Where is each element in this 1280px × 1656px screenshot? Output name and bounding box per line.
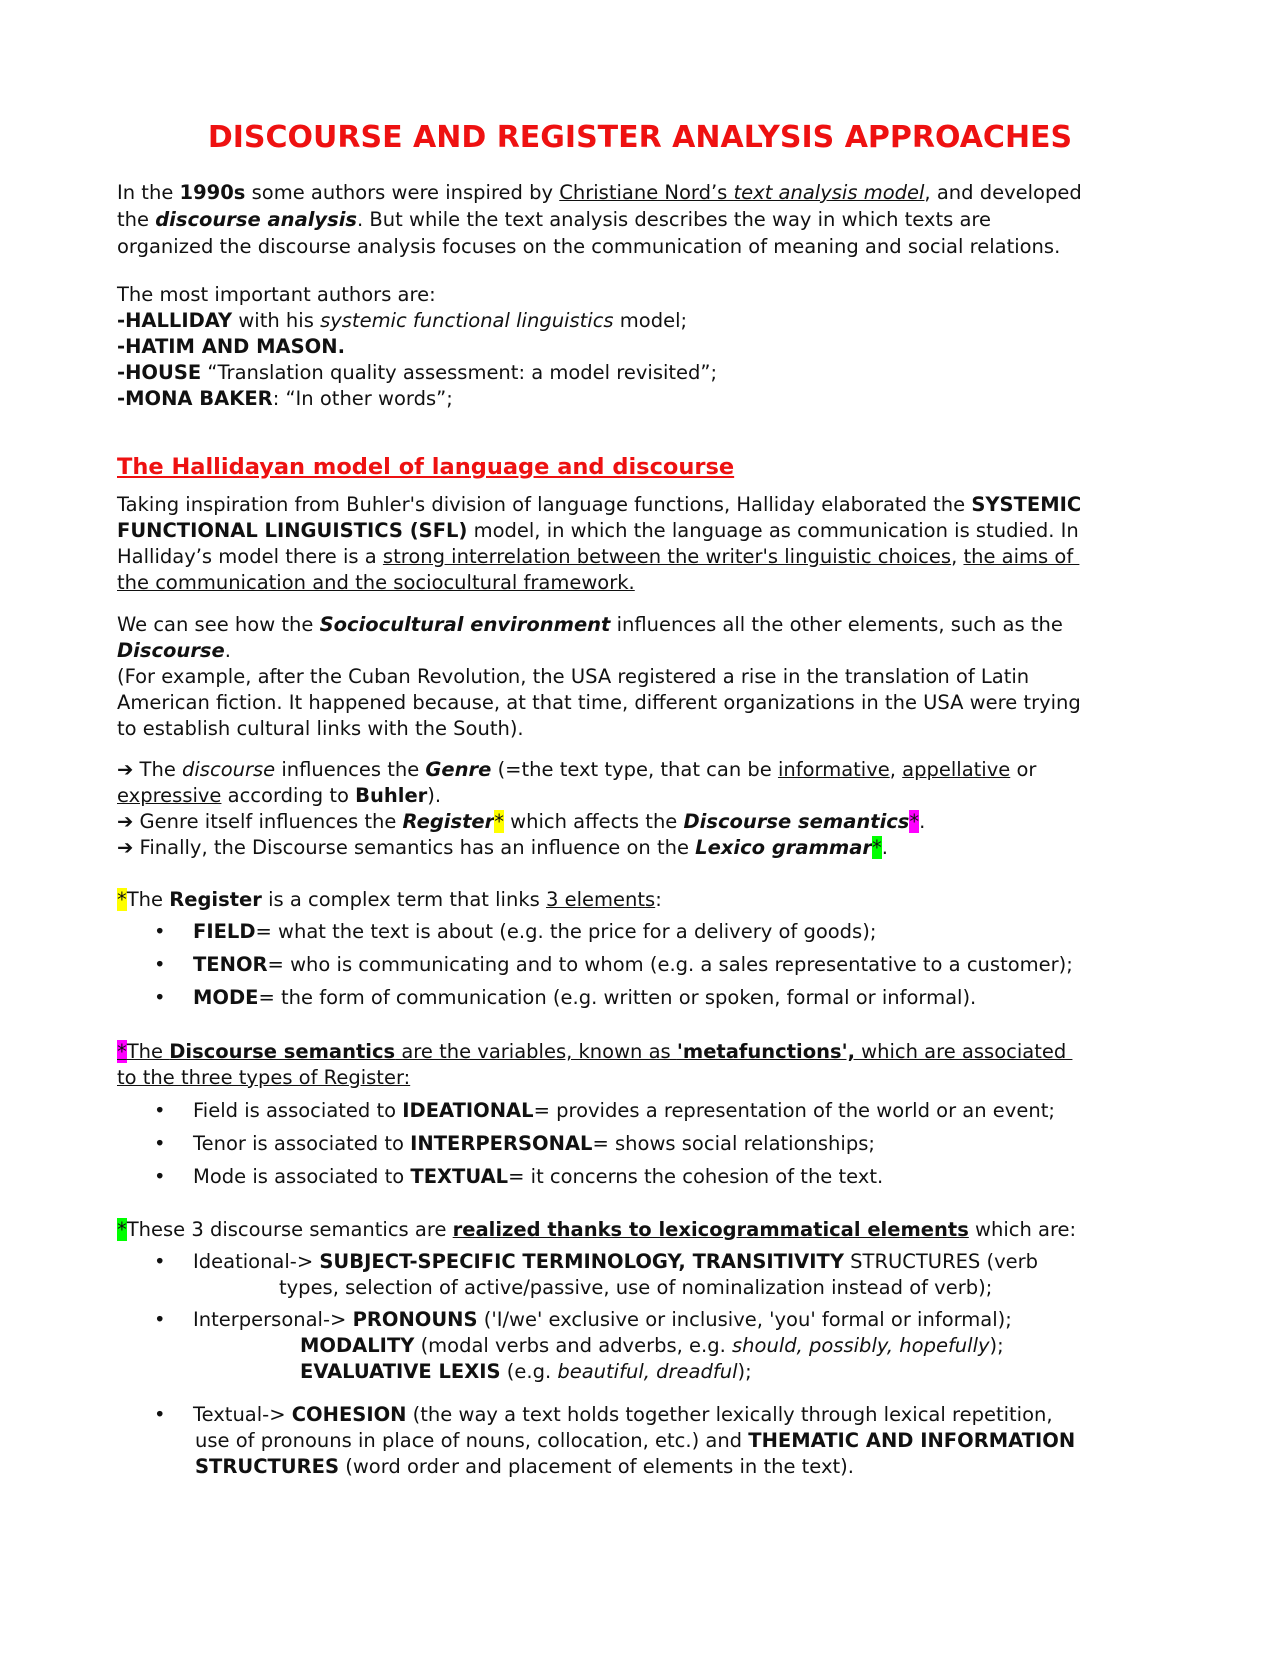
text: PRONOUNS xyxy=(352,1308,478,1331)
text: . xyxy=(224,639,231,662)
p1-line-4: the communication and the sociocultural framework. xyxy=(117,571,635,594)
author-halliday xyxy=(117,311,687,331)
p2-line-5: to establish cultural links with the South). xyxy=(117,717,524,740)
text: “Translation quality assessment: a model revisited”; xyxy=(201,361,718,384)
semantics-mode xyxy=(193,1167,883,1187)
p2-line-4: American fiction. It happened because, at that time, different organizations in the USA were trying xyxy=(117,691,1081,714)
star-green: * xyxy=(117,1218,127,1241)
text: realized thanks to lexicogrammatical elements xyxy=(452,1218,969,1241)
text: ); xyxy=(737,1360,752,1383)
semantics-tenor xyxy=(193,1134,875,1154)
text: should, possibly, hopefully xyxy=(732,1334,990,1357)
text: = it concerns the cohesion of the text. xyxy=(508,1165,884,1188)
text: COHESION xyxy=(291,1403,407,1426)
text: Christiane Nord’s xyxy=(559,181,734,204)
text: ('I/we' exclusive or inclusive, 'you' formal or informal); xyxy=(477,1308,1012,1331)
lexico-evaluative xyxy=(300,1362,752,1382)
text: 1990s xyxy=(179,181,246,204)
section-heading: The Hallidayan model of language and discourse xyxy=(117,454,735,480)
text: STRUCTURES xyxy=(195,1455,340,1478)
text: model; xyxy=(613,309,688,332)
text: Finally, the Discourse semantics has an influence on the xyxy=(133,836,696,859)
text: Discourse semantics xyxy=(683,810,910,833)
lexico-intro xyxy=(117,1220,1076,1240)
text: Register xyxy=(402,810,495,833)
text: (e.g. xyxy=(500,1360,558,1383)
text: Mode is associated to xyxy=(193,1165,411,1188)
text: informative xyxy=(777,758,890,781)
lexico-interpersonal xyxy=(193,1310,1012,1330)
intro-line-1 xyxy=(117,183,1082,203)
text: MODALITY xyxy=(300,1334,415,1357)
text: Genre itself influences the xyxy=(133,810,403,833)
bullet-icon: • xyxy=(154,953,166,976)
text: some authors were inspired by xyxy=(245,181,560,204)
text: SUBJECT-SPECIFIC TERMINOLOGY, TRANSITIVITY xyxy=(319,1250,844,1273)
bullet-icon: • xyxy=(154,1132,166,1155)
text: MODE xyxy=(193,986,259,1009)
text: These 3 discourse semantics are xyxy=(126,1218,453,1241)
text: IDEATIONAL xyxy=(402,1099,534,1122)
star-green: * xyxy=(871,836,882,859)
text: Field is associated to xyxy=(193,1099,403,1122)
text: strong interrelation between the writer's linguistic choices xyxy=(382,545,952,568)
bullet-icon: • xyxy=(154,1308,166,1331)
text: -HOUSE xyxy=(117,361,202,384)
text: according to xyxy=(221,784,356,807)
star-yellow: * xyxy=(494,810,504,833)
text: discourse xyxy=(182,758,276,781)
text: FUNCTIONAL LINGUISTICS (SFL) xyxy=(117,519,468,542)
text: the xyxy=(117,208,156,231)
text: : xyxy=(655,888,662,911)
bullet-icon: • xyxy=(154,1099,166,1122)
text: Genre xyxy=(425,758,492,781)
lexico-textual-cont xyxy=(195,1431,1075,1451)
text: . xyxy=(919,810,926,833)
author-mona-baker xyxy=(117,389,453,409)
p2-line-2 xyxy=(117,641,231,661)
text: is a complex term that links xyxy=(261,888,546,911)
star-magenta: * xyxy=(117,1040,127,1063)
text: 3 elements xyxy=(546,888,656,911)
text: The xyxy=(126,888,170,911)
text: ). xyxy=(427,784,442,807)
lexico-textual xyxy=(193,1405,1053,1425)
p3-line-3 xyxy=(117,812,925,832)
text: Halliday’s model there is a xyxy=(117,545,383,568)
author-hatim-mason xyxy=(117,337,345,357)
text: = who is communicating and to whom (e.g. a sales representative to a customer); xyxy=(267,953,1073,976)
document-title: DISCOURSE AND REGISTER ANALYSIS APPROACHES xyxy=(207,120,1073,155)
text: = shows social relationships; xyxy=(592,1132,875,1155)
text: = what the text is about (e.g. the price for a delivery of goods); xyxy=(255,920,877,943)
text: , and developed xyxy=(924,181,1082,204)
text: (the way a text holds together lexically through lexical repetition, xyxy=(406,1403,1053,1426)
p3-line-4 xyxy=(117,838,888,858)
bullet-icon: • xyxy=(154,986,166,1009)
text: = provides a representation of the world or an event; xyxy=(533,1099,1055,1122)
text: 'metafunctions', xyxy=(676,1040,855,1063)
text: -MONA BAKER xyxy=(117,387,273,410)
register-tenor xyxy=(193,955,1073,975)
text: beautiful, dreadful xyxy=(557,1360,738,1383)
text: TEXTUAL xyxy=(410,1165,509,1188)
text: ); xyxy=(989,1334,1004,1357)
text: INTERPERSONAL xyxy=(410,1132,593,1155)
text: , xyxy=(951,545,964,568)
text: use of pronouns in place of nouns, collocation, etc.) and xyxy=(195,1429,749,1452)
register-mode xyxy=(193,988,976,1008)
lexico-textual-cont-2 xyxy=(195,1457,854,1477)
author-house xyxy=(117,363,717,383)
authors-heading: The most important authors are: xyxy=(117,283,436,306)
text: appellative xyxy=(902,758,1011,781)
star-magenta: * xyxy=(909,810,920,833)
text: (word order and placement of elements in the text). xyxy=(339,1455,854,1478)
text: Sociocultural environment xyxy=(319,613,611,636)
p1-line-3 xyxy=(117,547,1079,567)
text: the aims of xyxy=(963,545,1080,568)
bullet-icon: • xyxy=(154,920,166,943)
text: with his xyxy=(232,309,321,332)
text: Register xyxy=(169,888,262,911)
text: which are: xyxy=(968,1218,1077,1241)
text: (=the text type, that can be xyxy=(491,758,778,781)
intro-line-3: organized the discourse analysis focuses on the communication of meaning and social relations. xyxy=(117,235,1061,258)
text: model, in which the language as communication is studied. In xyxy=(467,519,1079,542)
text: We can see how the xyxy=(117,613,320,636)
semantics-field xyxy=(193,1101,1055,1121)
star-yellow: * xyxy=(117,888,127,911)
p2-line-3: (For example, after the Cuban Revolution, the USA registered a rise in the translation of Latin xyxy=(117,665,1030,688)
text: Interpersonal-> xyxy=(193,1308,353,1331)
text: are the variables, known as xyxy=(395,1040,677,1063)
text: Buhler xyxy=(355,784,428,807)
text: text analysis model xyxy=(733,181,925,204)
text: The xyxy=(133,758,183,781)
text: . xyxy=(881,836,888,859)
text: Discourse xyxy=(117,639,225,662)
p1-line-2 xyxy=(117,521,1079,541)
text: Textual-> xyxy=(193,1403,292,1426)
p1-line-1 xyxy=(117,495,1081,515)
text: Taking inspiration from Buhler's division of language functions, Halliday elaborated the xyxy=(117,493,972,516)
register-field xyxy=(193,922,876,942)
text: THEMATIC AND INFORMATION xyxy=(748,1429,1076,1452)
text: TENOR xyxy=(193,953,268,976)
register-intro xyxy=(117,890,662,910)
text: which affects the xyxy=(503,810,684,833)
text: or xyxy=(1010,758,1037,781)
text: expressive xyxy=(117,784,222,807)
semantics-intro-2: to the three types of Register: xyxy=(117,1066,411,1089)
text: Discourse semantics xyxy=(169,1040,396,1063)
text: FIELD xyxy=(193,920,256,943)
text: which are associated xyxy=(854,1040,1073,1063)
bullet-icon: • xyxy=(154,1250,166,1273)
text: . But while the text analysis describes the way in which texts are xyxy=(357,208,992,231)
text: -HALLIDAY xyxy=(117,309,233,332)
text: , xyxy=(889,758,903,781)
text: influences the xyxy=(275,758,426,781)
text: Ideational-> xyxy=(193,1250,320,1273)
semantics-intro-1 xyxy=(117,1042,1072,1062)
bullet-icon: • xyxy=(154,1403,166,1426)
text: SYSTEMIC xyxy=(971,493,1082,516)
arrow-icon: ➔ xyxy=(117,836,134,859)
arrow-icon: ➔ xyxy=(117,758,134,781)
text: systemic functional linguistics xyxy=(320,309,614,332)
text: EVALUATIVE LEXIS xyxy=(300,1360,501,1383)
lexico-modality xyxy=(300,1336,1004,1356)
lexico-ideational xyxy=(193,1252,1038,1272)
intro-line-2 xyxy=(117,210,991,230)
text: influences all the other elements, such as the xyxy=(610,613,1063,636)
text: = the form of communication (e.g. written or spoken, formal or informal). xyxy=(258,986,977,1009)
text: -HATIM AND MASON. xyxy=(117,335,345,358)
text: Tenor is associated to xyxy=(193,1132,411,1155)
text: (modal verbs and adverbs, e.g. xyxy=(414,1334,733,1357)
arrow-icon: ➔ xyxy=(117,810,134,833)
text: STRUCTURES (verb xyxy=(843,1250,1039,1273)
p3-line-1 xyxy=(117,760,1036,780)
p3-line-2 xyxy=(117,786,441,806)
text: discourse analysis xyxy=(155,208,358,231)
text: The xyxy=(126,1040,170,1063)
text: In the xyxy=(117,181,180,204)
text: Lexico grammar xyxy=(695,836,872,859)
p2-line-1 xyxy=(117,615,1063,635)
lexico-ideational-cont: types, selection of active/passive, use of nominalization instead of verb); xyxy=(279,1276,993,1299)
text: : “In other words”; xyxy=(272,387,453,410)
bullet-icon: • xyxy=(154,1165,166,1188)
